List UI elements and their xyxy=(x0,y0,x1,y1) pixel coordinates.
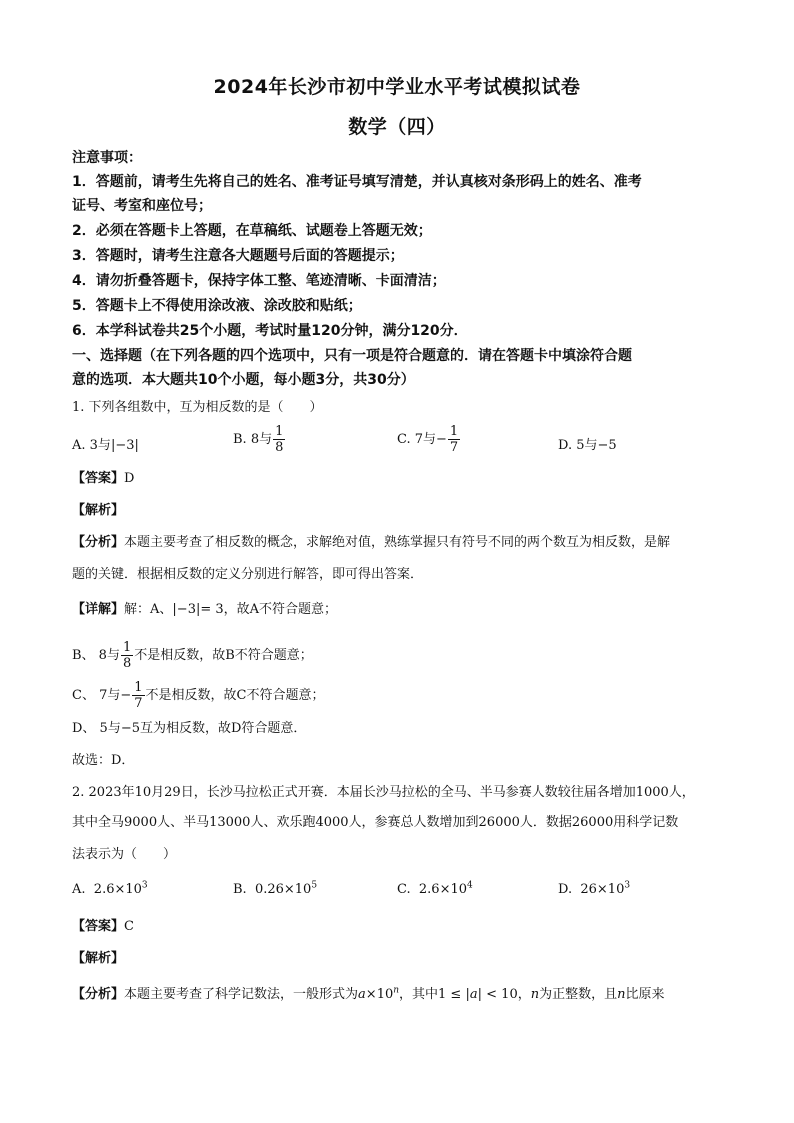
q1-option-b-text: B. 8与 xyxy=(233,432,273,447)
answer-value: D xyxy=(124,471,135,486)
answer-tag: 【答案】 xyxy=(72,919,125,934)
option-label: C. xyxy=(397,882,411,897)
exponent: 5 xyxy=(311,880,318,891)
option-value: 2.6×10 xyxy=(93,882,142,897)
option-value: 2.6×10 xyxy=(418,882,467,897)
var-n: n xyxy=(617,987,626,1002)
detail-text: B、 8与 xyxy=(72,648,120,663)
notice-item: 2．必须在答题卡上答题，在草稿纸、试题卷上答题无效； xyxy=(72,223,432,239)
section-heading: 一、选择题（在下列各题的四个选项中，只有一项是符合题意的．请在答题卡中填涂符合题 xyxy=(72,348,632,364)
fenxi-text: 本题主要考查了科学记数法，一般形式为 xyxy=(124,987,359,1002)
section-heading-cont: 意的选项．本大题共10个小题，每小题3分，共30分） xyxy=(72,372,415,388)
detail-tag: 【详解】 xyxy=(72,602,125,617)
q1-option-c-text: C. 7与− xyxy=(397,432,447,447)
q1-option-a xyxy=(72,434,139,453)
q2-stem-cont: 其中全马9000人、半马13000人、欢乐跑4000人，参赛总人数增加到26000人．数据26000用科学记数 xyxy=(72,815,679,830)
notice-item: 4．请勿折叠答题卡，保持字体工整、笔迹清晰、卡面清洁； xyxy=(72,273,446,289)
option-label: B. xyxy=(233,882,247,897)
fraction-denominator: 7 xyxy=(449,440,459,455)
q2-option-b xyxy=(233,882,317,897)
q1-answer xyxy=(72,469,134,489)
exponent: 4 xyxy=(467,880,473,891)
option-value: 0.26×10 xyxy=(254,882,312,897)
fraction xyxy=(132,680,144,711)
fraction xyxy=(273,424,285,455)
fenxi-text: ，其中1 ≤ xyxy=(399,987,462,1002)
abs-value: |−3| xyxy=(172,602,201,617)
fraction-numerator: 1 xyxy=(122,640,132,655)
q1-option-d: D. 5与−5 xyxy=(558,438,617,453)
formula-base: ×10 xyxy=(365,987,394,1002)
notice-item: 5．答题卡上不得使用涂改液、涂改胶和贴纸； xyxy=(72,298,362,314)
q1-detail-b xyxy=(72,640,313,671)
abs-inner: −3 xyxy=(176,602,196,617)
q2-fenxi xyxy=(72,985,665,1005)
fraction-denominator: 8 xyxy=(122,656,132,671)
fraction-denominator: 7 xyxy=(134,696,143,711)
abs-inner: −3 xyxy=(115,438,135,453)
q1-analysis-tag: 【解析】 xyxy=(72,503,125,518)
option-label: A. xyxy=(72,882,86,897)
q2-option-c xyxy=(397,882,473,897)
answer-tag: 【答案】 xyxy=(72,471,125,486)
q2-analysis-tag: 【解析】 xyxy=(72,951,125,966)
fraction-denominator: 8 xyxy=(275,440,284,455)
exponent: 3 xyxy=(141,880,148,891)
exam-title: 2024年长沙市初中学业水平考试模拟试卷 xyxy=(213,76,581,98)
var-n: n xyxy=(530,987,540,1002)
q1-fenxi xyxy=(72,533,670,553)
detail-text: 不是相反数，故B不符合题意； xyxy=(134,648,313,663)
fenxi-text: < 10， xyxy=(486,987,531,1002)
fraction-numerator: 1 xyxy=(134,680,143,695)
q1-option-c xyxy=(397,424,461,455)
notice-item: 1．答题前，请考生先将自己的姓名、准考证号填写清楚，并认真核对条形码上的姓名、准考 xyxy=(72,174,642,190)
q1-fenxi-cont: 题的关键．根据相反数的定义分别进行解答，即可得出答案． xyxy=(72,567,424,582)
detail-text: C、 7与− xyxy=(72,688,132,703)
notice-item: 3．答题时，请考生注意各大题题号后面的答题提示； xyxy=(72,248,404,264)
q2-stem: 2. 2023年10月29日，长沙马拉松正式开赛．本届长沙马拉松的全马、半马参赛人数较往届各增加1000人， xyxy=(72,785,695,800)
q2-option-a xyxy=(72,882,148,897)
detail-text: = 3，故A不符合题意； xyxy=(200,602,338,617)
fraction xyxy=(121,640,133,671)
formula-a: a xyxy=(358,987,366,1002)
fenxi-text: 比原来 xyxy=(625,987,665,1002)
fraction-numerator: 1 xyxy=(449,424,459,439)
notice-item: 证号、考室和座位号； xyxy=(72,198,212,214)
fraction-numerator: 1 xyxy=(275,424,284,439)
q1-option-a-text: A. 3与 xyxy=(72,438,111,453)
abs-inner: a xyxy=(469,987,478,1002)
detail-text: 不是相反数，故C不符合题意； xyxy=(145,688,325,703)
exam-subtitle: 数学（四） xyxy=(348,116,446,138)
option-value: 26×10 xyxy=(580,882,625,897)
fenxi-tag: 【分析】 xyxy=(72,535,125,550)
fenxi-text: 本题主要考查了相反数的概念，求解绝对值，熟练掌握只有符号不同的两个数互为相反数，是解 xyxy=(124,535,671,550)
option-label: D. xyxy=(558,882,573,897)
notice-item: 6．本学科试卷共25个小题，考试时量120分钟，满分120分． xyxy=(72,323,468,339)
exponent: n xyxy=(393,985,400,996)
q1-choose: 故选：D． xyxy=(72,753,135,768)
q1-detail-a xyxy=(72,600,337,620)
answer-value: C xyxy=(124,919,134,934)
q2-answer xyxy=(72,917,134,937)
abs-value: |a| xyxy=(465,987,483,1002)
q2-stem-cont: 法表示为（ ） xyxy=(72,847,177,862)
notice-heading: 注意事项： xyxy=(72,150,142,166)
q2-option-d xyxy=(558,882,630,897)
q1-detail-c xyxy=(72,680,324,711)
detail-text: 解：A、 xyxy=(124,602,173,617)
q1-option-b xyxy=(233,424,286,455)
exponent: 3 xyxy=(624,880,631,891)
q1-stem: 1. 下列各组数中，互为相反数的是（ ） xyxy=(72,400,323,415)
fenxi-text: 为正整数，且 xyxy=(539,987,618,1002)
fraction xyxy=(448,424,460,455)
fenxi-tag: 【分析】 xyxy=(72,987,125,1002)
abs-value: |−3| xyxy=(110,438,139,453)
q1-detail-d: D、 5与−5互为相反数，故D符合题意． xyxy=(72,721,307,736)
